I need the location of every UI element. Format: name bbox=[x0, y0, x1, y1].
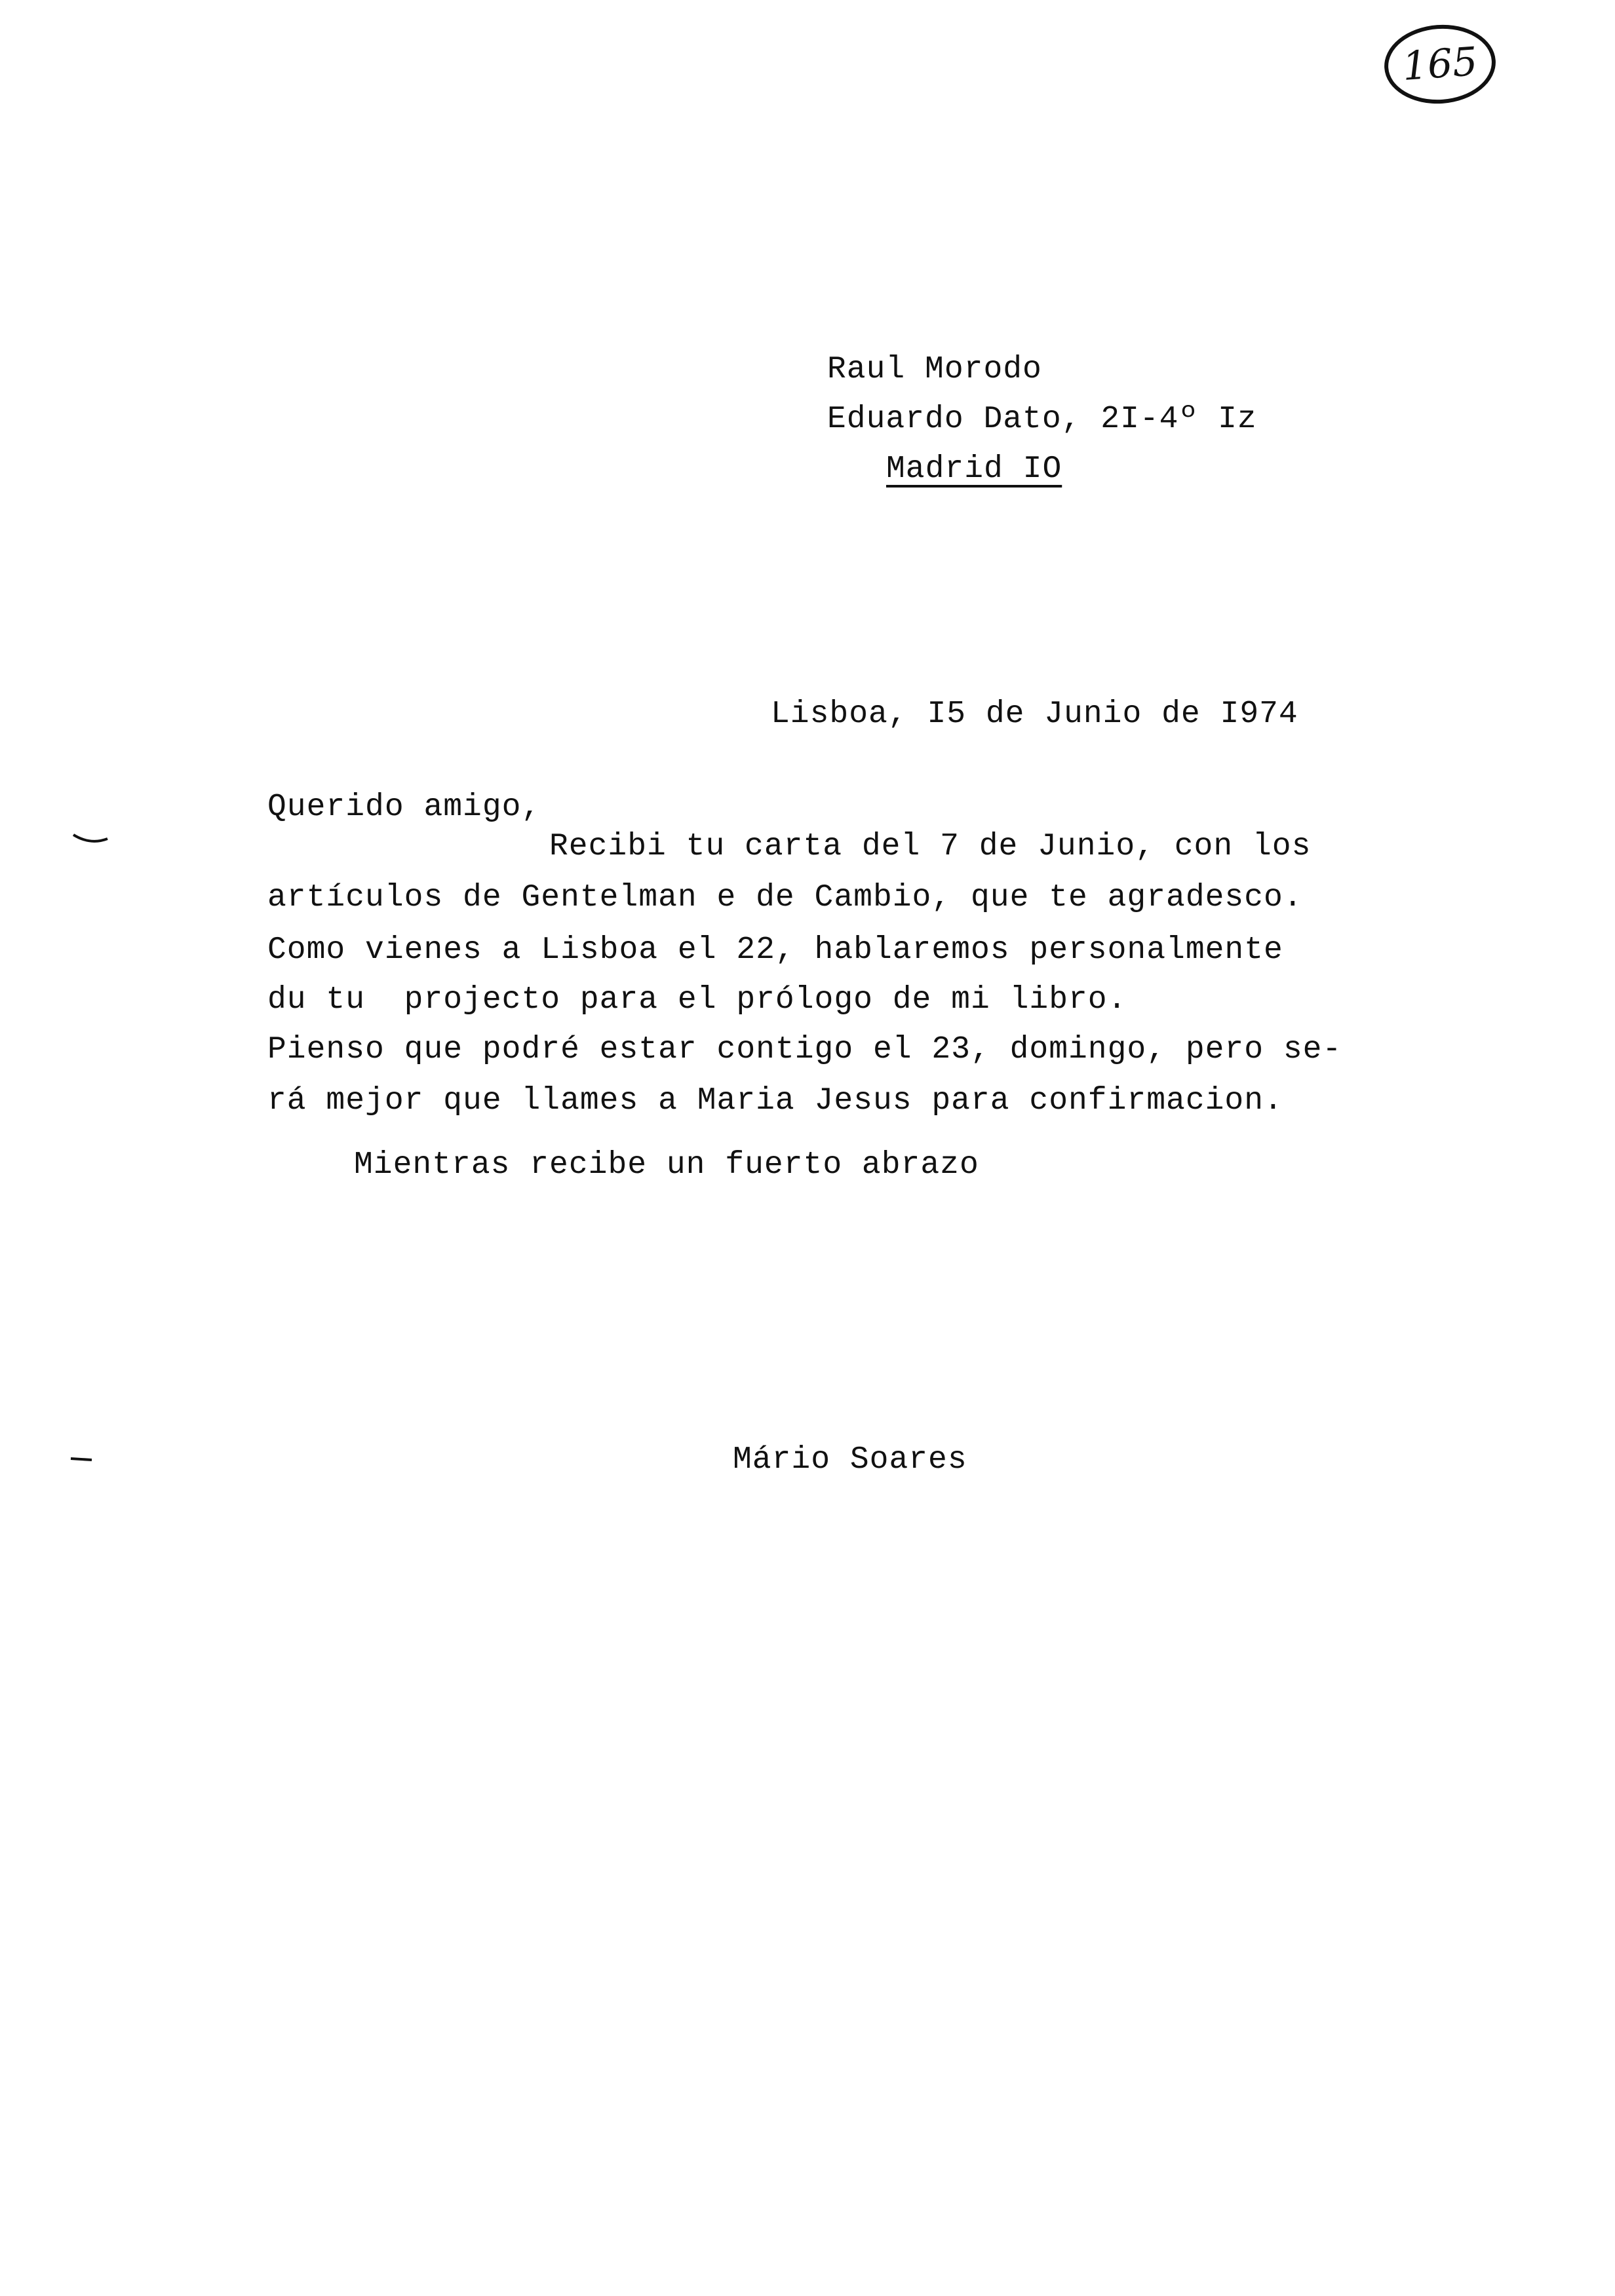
salutation: Querido amigo, bbox=[267, 790, 541, 825]
dateline: Lisboa, I5 de Junio de I974 bbox=[771, 697, 1298, 732]
body-line-5: Pienso que podré estar contigo el 23, domingo, pero se- bbox=[267, 1032, 1342, 1067]
body-line-6: rá mejor que llames a Maria Jesus para confirmacion. bbox=[267, 1083, 1283, 1119]
punch-hole-mark-upper bbox=[71, 828, 110, 848]
recipient-name: Raul Morodo bbox=[827, 352, 1042, 387]
folio-number-stamp bbox=[1382, 21, 1498, 107]
body-line-4: du tu projecto para el prólogo de mi libro. bbox=[267, 982, 1127, 1018]
signature: Mário Soares bbox=[733, 1442, 967, 1478]
punch-hole-mark-lower bbox=[68, 1452, 94, 1465]
body-line-2: artículos de Gentelman e de Cambio, que te agradesco. bbox=[267, 880, 1303, 915]
body-line-1: Recibi tu carta del 7 de Junio, con los bbox=[549, 829, 1312, 864]
body-line-3: Como vienes a Lisboa el 22, hablaremos personalmente bbox=[267, 932, 1283, 968]
recipient-street: Eduardo Dato, 2I-4º Iz bbox=[827, 402, 1257, 437]
closing: Mientras recibe un fuerto abrazo bbox=[354, 1147, 979, 1183]
recipient-city: Madrid IO bbox=[886, 451, 1062, 487]
folio-number: 165 bbox=[1401, 39, 1479, 90]
